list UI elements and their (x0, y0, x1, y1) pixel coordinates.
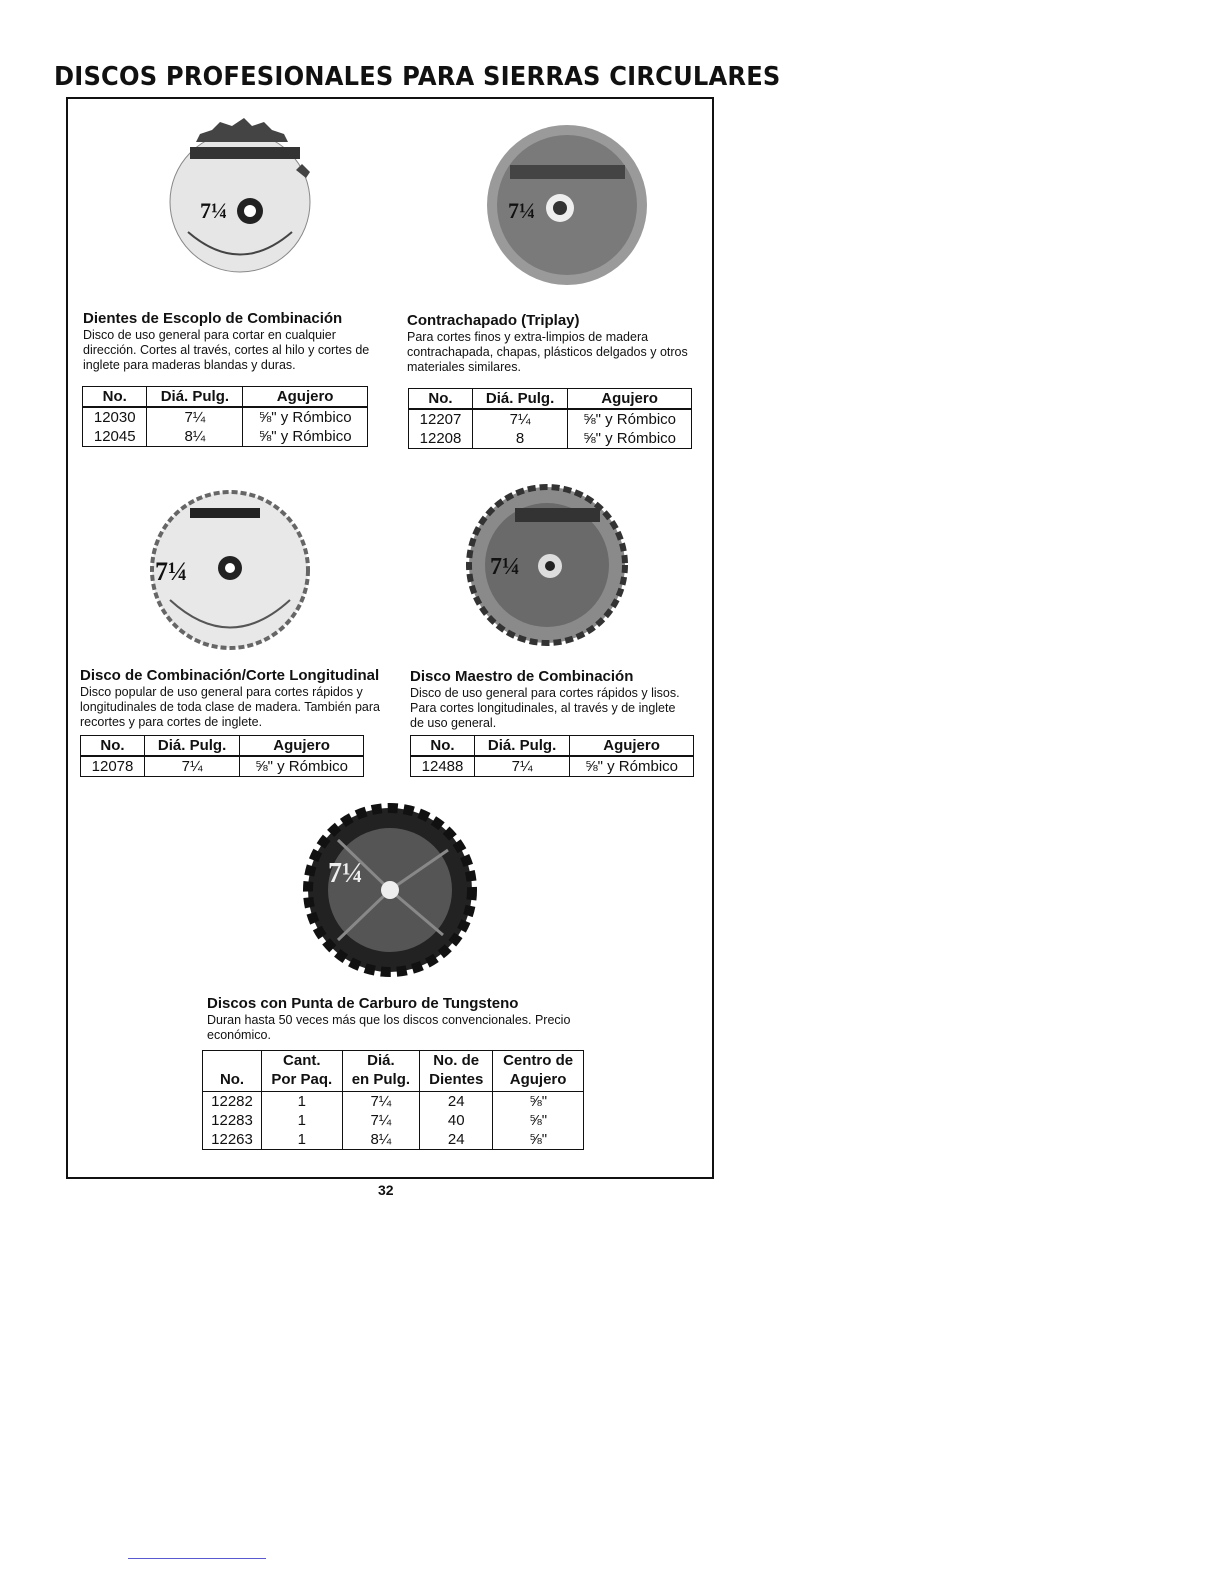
col-header-arbor: Agujero (568, 389, 692, 410)
col-header-diameter: Diá. Pulg. (145, 736, 240, 757)
cell-arbor: ⅝" y Rómbico (570, 756, 694, 777)
blade-image-carbide (298, 800, 483, 980)
product-name: Disco de Combinación/Corte Longitudinal (80, 667, 380, 684)
product-plywood (407, 312, 697, 375)
cell-no: 12045 (83, 427, 147, 447)
blade-image-chisel-combination (160, 112, 320, 287)
cell-teeth: 24 (420, 1092, 493, 1112)
spec-table-plywood (408, 388, 692, 449)
col-header-arbor: Agujero (240, 736, 364, 757)
col-header-diameter-line1: Diá. (342, 1051, 420, 1071)
product-carbide (207, 995, 577, 1043)
cell-diameter: 7¼ (147, 407, 243, 427)
table-row (409, 409, 692, 429)
product-name: Discos con Punta de Carburo de Tungsteno (207, 995, 519, 1012)
table-row (203, 1130, 584, 1150)
cell-arbor: ⅝" y Rómbico (243, 407, 368, 427)
product-name: Disco Maestro de Combinación (410, 668, 634, 685)
cell-diameter: 8¼ (147, 427, 243, 447)
cell-arbor: ⅝" y Rómbico (243, 427, 368, 447)
col-header-diameter: Diá. Pulg. (475, 736, 570, 757)
cell-qty: 1 (262, 1092, 342, 1112)
blade-size-label: 7¼ (328, 858, 363, 889)
cell-no: 12208 (409, 429, 473, 449)
cell-no: 12263 (203, 1130, 262, 1150)
cell-arbor: ⅝" y Rómbico (568, 409, 692, 429)
table-row (83, 407, 368, 427)
col-header-arbor: Agujero (493, 1070, 584, 1092)
blade-image-rip-combination (140, 480, 320, 660)
cell-no: 12282 (203, 1092, 262, 1112)
col-header-no: No. (409, 389, 473, 410)
blade-size-label: 7¼ (200, 198, 228, 223)
col-header-no: No. (203, 1070, 262, 1092)
col-header-qty: Por Paq. (262, 1070, 342, 1092)
cell-diameter: 7¼ (342, 1111, 420, 1130)
cell-qty: 1 (262, 1130, 342, 1150)
blade-teeth (170, 118, 310, 272)
page-title: DISCOS PROFESIONALES PARA SIERRAS CIRCULARES (54, 62, 781, 92)
cell-arbor: ⅝" (493, 1111, 584, 1130)
product-description: Disco popular de uso general para cortes rápidos y longitudinales de toda clase de madera. También para recortes y para cortes de inglete. (80, 685, 380, 729)
blade-image-plywood (480, 120, 655, 290)
product-rip-combination (80, 667, 380, 730)
cell-teeth: 24 (420, 1130, 493, 1150)
cell-diameter: 8 (473, 429, 568, 449)
col-header-no-line1 (203, 1051, 262, 1071)
col-header-arbor: Agujero (570, 736, 694, 757)
cell-teeth: 40 (420, 1111, 493, 1130)
cell-no: 12207 (409, 409, 473, 429)
product-chisel-combination (83, 310, 383, 373)
spec-table-rip-combination (80, 735, 364, 777)
cell-no: 12030 (83, 407, 147, 427)
col-header-qty-line1: Cant. (262, 1051, 342, 1071)
cell-arbor: ⅝" y Rómbico (240, 756, 364, 777)
blade-size-label: 7¼ (508, 198, 536, 223)
blade-size-label: 7¼ (490, 554, 520, 580)
col-header-diameter: Diá. Pulg. (473, 389, 568, 410)
product-master-combination (410, 668, 690, 731)
product-description: Para cortes finos y extra-limpios de madera contrachapada, chapas, plásticos delgados y otros materiales similares. (407, 330, 688, 374)
cell-diameter: 7¼ (342, 1092, 420, 1112)
cell-qty: 1 (262, 1111, 342, 1130)
page-number: 32 (378, 1182, 394, 1198)
cell-diameter: 8¼ (342, 1130, 420, 1150)
product-name: Dientes de Escoplo de Combinación (83, 310, 343, 327)
product-description: Disco de uso general para cortes rápidos y lisos. Para cortes longitudinales, al través y de inglete de uso general. (410, 686, 680, 730)
cell-arbor: ⅝" (493, 1092, 584, 1112)
table-row (83, 427, 368, 447)
col-header-teeth-line1: No. de (420, 1051, 493, 1071)
cell-arbor: ⅝" y Rómbico (568, 429, 692, 449)
cell-arbor: ⅝" (493, 1130, 584, 1150)
cell-diameter: 7¼ (475, 756, 570, 777)
col-header-diameter: en Pulg. (342, 1070, 420, 1092)
cell-no: 12488 (411, 756, 475, 777)
cell-diameter: 7¼ (145, 756, 240, 777)
table-row (409, 429, 692, 449)
product-name: Contrachapado (Triplay) (407, 312, 580, 329)
cell-diameter: 7¼ (473, 409, 568, 429)
spec-table-master-combination (410, 735, 694, 777)
col-header-no: No. (81, 736, 145, 757)
table-row (203, 1092, 584, 1112)
product-description: Duran hasta 50 veces más que los discos convencionales. Precio económico. (207, 1013, 571, 1042)
blade-image-master-combination (460, 478, 635, 653)
cell-no: 12078 (81, 756, 145, 777)
col-header-arbor-line1: Centro de (493, 1051, 584, 1071)
col-header-no: No. (411, 736, 475, 757)
col-header-diameter: Diá. Pulg. (147, 387, 243, 408)
col-header-arbor: Agujero (243, 387, 368, 408)
table-row (81, 756, 364, 777)
table-row (411, 756, 694, 777)
col-header-no: No. (83, 387, 147, 408)
product-description: Disco de uso general para cortar en cualquier dirección. Cortes al través, cortes al hilo y cortes de inglete para maderas blandas y duras. (83, 328, 370, 372)
spec-table-chisel-combination (82, 386, 368, 447)
table-row (203, 1111, 584, 1130)
footer-rule (128, 1558, 266, 1559)
col-header-teeth: Dientes (420, 1070, 493, 1092)
cell-no: 12283 (203, 1111, 262, 1130)
spec-table-carbide (202, 1050, 584, 1150)
blade-size-label: 7¼ (155, 557, 188, 586)
